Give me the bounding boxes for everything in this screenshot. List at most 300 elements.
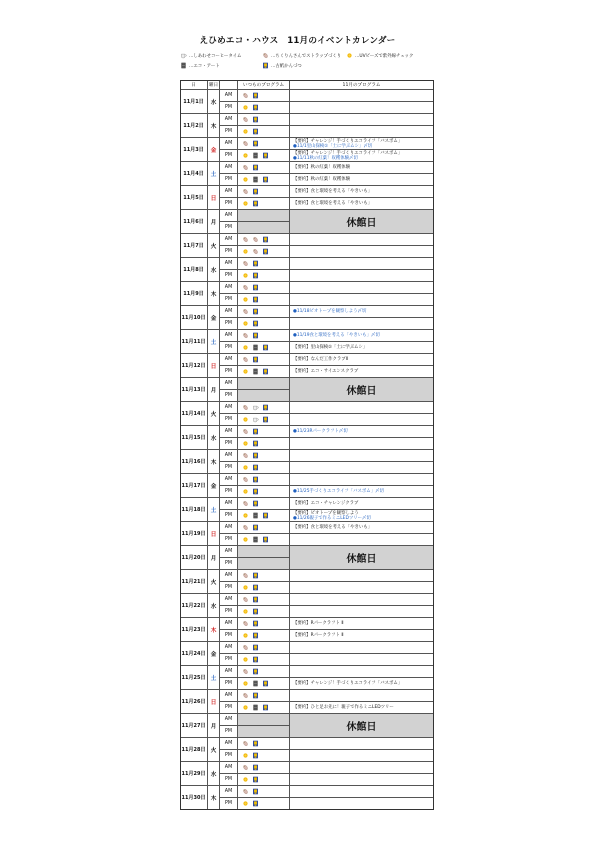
program-cell (290, 402, 434, 414)
ladybug-icon (242, 788, 249, 795)
ampm-label: AM (220, 474, 238, 486)
ampm-label: AM (220, 450, 238, 462)
regular-program-icons (238, 366, 290, 378)
ladybug-icon (252, 236, 259, 243)
program-cell (290, 186, 434, 198)
ampm-label: AM (220, 210, 238, 222)
day-of-week: 土 (208, 162, 220, 186)
paper-box-icon (252, 320, 259, 327)
sun-icon (242, 152, 249, 159)
day-of-week: 水 (208, 426, 220, 450)
ladybug-icon (242, 308, 249, 315)
ampm-label: AM (220, 234, 238, 246)
ampm-label: AM (220, 642, 238, 654)
paper-box-icon (252, 596, 259, 603)
ladybug-icon (242, 356, 249, 363)
event-calendar-table (180, 80, 434, 822)
regular-program-icons (238, 138, 290, 150)
paper-box-icon (252, 620, 259, 627)
header-dow: 曜日 (208, 80, 220, 90)
day-of-week: 金 (208, 642, 220, 666)
paper-box-icon (252, 788, 259, 795)
ladybug-icon (242, 236, 249, 243)
regular-program-icons (238, 570, 290, 582)
ampm-label: PM (220, 702, 238, 714)
sun-icon (242, 176, 249, 183)
day-date: 11月14日 (180, 402, 208, 426)
sun-icon (242, 368, 249, 375)
ampm-label: PM (220, 486, 238, 498)
ladybug-icon (242, 500, 249, 507)
paper-box-icon (252, 92, 259, 99)
regular-program-icons (238, 726, 290, 738)
day-of-week: 木 (208, 786, 220, 810)
legend-label: …エコ・アート (189, 63, 220, 69)
regular-program-icons (238, 102, 290, 114)
program-entry: ●11/1里山探検②「土に学ぶムシ」〆切 (293, 143, 373, 149)
day-of-week: 火 (208, 234, 220, 258)
ampm-label: PM (220, 726, 238, 738)
paper-box-icon (252, 500, 259, 507)
legend-item (262, 52, 341, 59)
program-entry: ●11/19食と環境を考える「やきいも」〆切 (293, 333, 380, 338)
paper-box-icon (252, 464, 259, 471)
regular-program-icons (238, 402, 290, 414)
ladybug-icon (242, 620, 249, 627)
day-date: 11月30日 (180, 786, 208, 810)
program-cell (290, 102, 434, 114)
regular-program-icons (238, 582, 290, 594)
day-date: 11月20日 (180, 546, 208, 570)
paper-box-icon (262, 404, 269, 411)
regular-program-icons (238, 738, 290, 750)
ladybug-icon (242, 524, 249, 531)
ampm-label: AM (220, 258, 238, 270)
ladybug-icon (242, 164, 249, 171)
program-cell (290, 174, 434, 186)
program-cell (290, 642, 434, 654)
regular-program-icons (238, 642, 290, 654)
ampm-label: AM (220, 738, 238, 750)
paper-box-icon (252, 800, 259, 807)
program-entry: ●11/11秋の紅葉！収穫体験〆切 (293, 155, 358, 161)
day-date: 11月27日 (180, 714, 208, 738)
program-cell (290, 762, 434, 774)
program-cell (290, 90, 434, 102)
ladybug-icon (242, 692, 249, 699)
ampm-label: PM (220, 630, 238, 642)
sun-icon (242, 632, 249, 639)
legend-label: …古紙かんづつ (271, 63, 302, 69)
regular-program-icons (238, 714, 290, 726)
program-cell (290, 618, 434, 630)
regular-program-icons (238, 474, 290, 486)
regular-program-icons (238, 318, 290, 330)
program-entry: 【要約】チャレンジ！手づくりエコライフ「バスボム」 (293, 138, 403, 144)
ampm-label: AM (220, 498, 238, 510)
day-date: 11月4日 (180, 162, 208, 186)
paper-box-icon (262, 536, 269, 543)
program-cell (290, 138, 434, 150)
sun-icon (242, 680, 249, 687)
ampm-label: AM (220, 762, 238, 774)
header-regular: いつものプログラム (238, 80, 290, 90)
sun-icon (242, 416, 249, 423)
day-of-week: 木 (208, 282, 220, 306)
day-date: 11月15日 (180, 426, 208, 450)
ampm-label: PM (220, 366, 238, 378)
program-cell (290, 654, 434, 666)
coffee-cup-icon (252, 404, 259, 411)
day-of-week: 水 (208, 90, 220, 114)
ampm-label: AM (220, 618, 238, 630)
paper-box-icon (252, 692, 259, 699)
day-of-week: 日 (208, 690, 220, 714)
paper-box-icon (252, 200, 259, 207)
regular-program-icons (238, 270, 290, 282)
program-cell (290, 738, 434, 750)
regular-program-icons (238, 246, 290, 258)
paper-box-icon (262, 152, 269, 159)
day-date: 11月16日 (180, 450, 208, 474)
paper-box-icon (252, 656, 259, 663)
regular-program-icons (238, 306, 290, 318)
ladybug-icon (242, 668, 249, 675)
legend-label: …しあわせコーヒータイム (189, 53, 242, 59)
eco-art-icon (252, 176, 259, 183)
day-date: 11月8日 (180, 258, 208, 282)
ampm-label: AM (220, 570, 238, 582)
ampm-label: PM (220, 558, 238, 570)
sun-icon (242, 440, 249, 447)
ladybug-icon (242, 572, 249, 579)
paper-box-icon (262, 344, 269, 351)
paper-box-icon (252, 188, 259, 195)
paper-box-icon (252, 296, 259, 303)
paper-box-icon (252, 128, 259, 135)
day-of-week: 土 (208, 330, 220, 354)
ampm-label: PM (220, 462, 238, 474)
program-cell (290, 798, 434, 810)
sun-icon (242, 800, 249, 807)
day-date: 11月23日 (180, 618, 208, 642)
paper-box-icon (262, 176, 269, 183)
ampm-label: AM (220, 426, 238, 438)
regular-program-icons (238, 546, 290, 558)
ampm-label: PM (220, 606, 238, 618)
program-entry: ●11/26親子で作るミニLEDツリー〆切 (293, 515, 371, 521)
regular-program-icons (238, 258, 290, 270)
program-entry: 【要約】里山探検②「土に学ぶムシ」 (293, 345, 368, 350)
paper-box-icon (252, 632, 259, 639)
ladybug-icon (242, 284, 249, 291)
ampm-label: PM (220, 174, 238, 186)
program-entry: 【要約】Rパークラフト Ⅱ (293, 633, 344, 638)
day-of-week: 木 (208, 450, 220, 474)
day-of-week: 日 (208, 354, 220, 378)
program-cell (290, 702, 434, 714)
paper-box-icon (252, 260, 259, 267)
regular-program-icons (238, 606, 290, 618)
regular-program-icons (238, 462, 290, 474)
day-date: 11月25日 (180, 666, 208, 690)
ampm-label: AM (220, 786, 238, 798)
paper-box-icon (252, 476, 259, 483)
regular-program-icons (238, 210, 290, 222)
program-cell (290, 354, 434, 366)
program-cell (290, 474, 434, 486)
program-cell (290, 450, 434, 462)
regular-program-icons (238, 294, 290, 306)
regular-program-icons (238, 342, 290, 354)
regular-program-icons (238, 450, 290, 462)
ladybug-icon (242, 596, 249, 603)
sun-icon (242, 584, 249, 591)
paper-box-icon (252, 584, 259, 591)
program-cell (290, 270, 434, 282)
ampm-label: AM (220, 666, 238, 678)
program-cell (290, 498, 434, 510)
day-date: 11月24日 (180, 642, 208, 666)
regular-program-icons (238, 414, 290, 426)
ampm-label: AM (220, 378, 238, 390)
ampm-label: PM (220, 102, 238, 114)
regular-program-icons (238, 558, 290, 570)
program-entry: 【要約】なんだ工作クラブⅡ (293, 357, 348, 362)
day-date: 11月10日 (180, 306, 208, 330)
regular-program-icons (238, 186, 290, 198)
ampm-label: AM (220, 282, 238, 294)
legend-item (180, 52, 241, 59)
paper-box-icon (252, 140, 259, 147)
sun-icon (242, 128, 249, 135)
coffee-cup-icon (180, 52, 187, 59)
ampm-label: AM (220, 90, 238, 102)
program-entry: 【要約】Rパークラフト Ⅱ (293, 621, 344, 626)
program-entry: 【要約】秋の紅葉！収穫体験 (293, 177, 351, 182)
program-cell (290, 258, 434, 270)
program-entry: ●11/25手づくりエコライフ「バスボム」〆切 (293, 489, 384, 494)
program-cell (290, 690, 434, 702)
page-title: えひめエコ・ハウス 11月のイベントカレンダー (199, 36, 396, 46)
ampm-label: AM (220, 186, 238, 198)
paper-box-icon (252, 308, 259, 315)
regular-program-icons (238, 654, 290, 666)
sun-icon (242, 656, 249, 663)
eco-art-icon (252, 344, 259, 351)
regular-program-icons (238, 486, 290, 498)
program-cell (290, 330, 434, 342)
header-blank (220, 80, 238, 90)
ampm-label: PM (220, 654, 238, 666)
paper-box-icon (252, 572, 259, 579)
program-cell (290, 462, 434, 474)
regular-program-icons (238, 786, 290, 798)
paper-box-icon (252, 608, 259, 615)
regular-program-icons (238, 594, 290, 606)
sun-icon (242, 296, 249, 303)
ladybug-icon (242, 116, 249, 123)
legend-label: …UVビーズで紫外線チェック (355, 53, 414, 59)
ampm-label: PM (220, 270, 238, 282)
program-cell (290, 606, 434, 618)
regular-program-icons (238, 702, 290, 714)
ampm-label: AM (220, 546, 238, 558)
eco-art-icon (180, 62, 187, 69)
regular-program-icons (238, 378, 290, 390)
ampm-label: PM (220, 222, 238, 234)
program-cell (290, 630, 434, 642)
legend-item (346, 52, 413, 59)
paper-box-icon (252, 116, 259, 123)
regular-program-icons (238, 438, 290, 450)
day-date: 11月29日 (180, 762, 208, 786)
regular-program-icons (238, 678, 290, 690)
day-date: 11月2日 (180, 114, 208, 138)
program-cell (290, 234, 434, 246)
ladybug-icon (242, 644, 249, 651)
ampm-label: AM (220, 114, 238, 126)
program-cell (290, 534, 434, 546)
regular-program-icons (238, 234, 290, 246)
day-of-week: 火 (208, 738, 220, 762)
ampm-label: PM (220, 510, 238, 522)
sun-icon (242, 344, 249, 351)
day-date: 11月19日 (180, 522, 208, 546)
ampm-label: PM (220, 438, 238, 450)
legend (180, 52, 440, 78)
paper-box-icon (252, 356, 259, 363)
program-cell (290, 150, 434, 162)
program-cell (290, 294, 434, 306)
ampm-label: PM (220, 582, 238, 594)
program-cell (290, 318, 434, 330)
ampm-label: PM (220, 774, 238, 786)
regular-program-icons (238, 114, 290, 126)
day-date: 11月28日 (180, 738, 208, 762)
program-entry: 【要約】ひと足お先に！親子で作るミニLEDツリー (293, 705, 394, 710)
day-of-week: 金 (208, 306, 220, 330)
day-of-week: 金 (208, 474, 220, 498)
ampm-label: PM (220, 150, 238, 162)
program-cell (290, 594, 434, 606)
day-of-week: 火 (208, 402, 220, 426)
closed-day-label: 休館日 (290, 546, 434, 570)
day-date: 11月21日 (180, 570, 208, 594)
day-date: 11月26日 (180, 690, 208, 714)
day-date: 11月22日 (180, 594, 208, 618)
day-date: 11月18日 (180, 498, 208, 522)
header-program: 11月のプログラム (290, 80, 434, 90)
regular-program-icons (238, 618, 290, 630)
ladybug-icon (242, 404, 249, 411)
paper-box-icon (262, 368, 269, 375)
regular-program-icons (238, 762, 290, 774)
program-cell (290, 162, 434, 174)
eco-art-icon (252, 704, 259, 711)
paper-box-icon (252, 764, 259, 771)
day-of-week: 月 (208, 714, 220, 738)
regular-program-icons (238, 498, 290, 510)
paper-box-icon (262, 416, 269, 423)
ladybug-icon (242, 428, 249, 435)
paper-box-icon (252, 776, 259, 783)
program-cell (290, 582, 434, 594)
ladybug-icon (242, 140, 249, 147)
ampm-label: PM (220, 798, 238, 810)
coffee-cup-icon (252, 416, 259, 423)
day-date: 11月7日 (180, 234, 208, 258)
day-of-week: 木 (208, 618, 220, 642)
eco-art-icon (252, 536, 259, 543)
sun-icon (242, 200, 249, 207)
day-date: 11月12日 (180, 354, 208, 378)
eco-art-icon (252, 152, 259, 159)
regular-program-icons (238, 354, 290, 366)
day-of-week: 月 (208, 378, 220, 402)
program-cell (290, 198, 434, 210)
ampm-label: PM (220, 750, 238, 762)
day-of-week: 日 (208, 522, 220, 546)
day-date: 11月13日 (180, 378, 208, 402)
regular-program-icons (238, 690, 290, 702)
regular-program-icons (238, 222, 290, 234)
regular-program-icons (238, 666, 290, 678)
ladybug-icon (262, 52, 269, 59)
sun-icon (242, 704, 249, 711)
program-cell (290, 306, 434, 318)
legend-label: …ちくりんさんでストラップづくり (271, 53, 342, 59)
ampm-label: AM (220, 162, 238, 174)
ampm-label: PM (220, 126, 238, 138)
regular-program-icons (238, 534, 290, 546)
sun-icon (242, 104, 249, 111)
day-of-week: 木 (208, 114, 220, 138)
day-of-week: 日 (208, 186, 220, 210)
regular-program-icons (238, 162, 290, 174)
paper-box-icon (252, 752, 259, 759)
paper-box-icon (252, 644, 259, 651)
program-cell (290, 786, 434, 798)
ampm-label: PM (220, 294, 238, 306)
program-entry: 【要約】食と環境を考える「やきいも」 (293, 189, 373, 194)
program-cell (290, 522, 434, 534)
program-entry: 【要約】エコ・チャレンジクラブ (293, 501, 359, 506)
program-cell (290, 486, 434, 498)
sun-icon (242, 320, 249, 327)
ladybug-icon (242, 332, 249, 339)
program-entry: 【要約】ビオトープを観察しよう (293, 510, 359, 516)
program-cell (290, 426, 434, 438)
ampm-label: PM (220, 198, 238, 210)
program-entry: 【要約】食と環境を考える「やきいも」 (293, 525, 373, 530)
paper-box-icon (252, 524, 259, 531)
day-date: 11月6日 (180, 210, 208, 234)
paper-box-icon (262, 680, 269, 687)
ampm-label: AM (220, 330, 238, 342)
regular-program-icons (238, 522, 290, 534)
sun-icon (346, 52, 353, 59)
program-cell (290, 678, 434, 690)
program-cell (290, 114, 434, 126)
program-cell (290, 570, 434, 582)
closed-day-label: 休館日 (290, 210, 434, 234)
paper-box-icon (262, 248, 269, 255)
paper-box-icon (252, 440, 259, 447)
regular-program-icons (238, 198, 290, 210)
day-date: 11月1日 (180, 90, 208, 114)
program-entry: 【要約】チャレンジ！手づくりエコライフ「バスボム」 (293, 681, 403, 686)
